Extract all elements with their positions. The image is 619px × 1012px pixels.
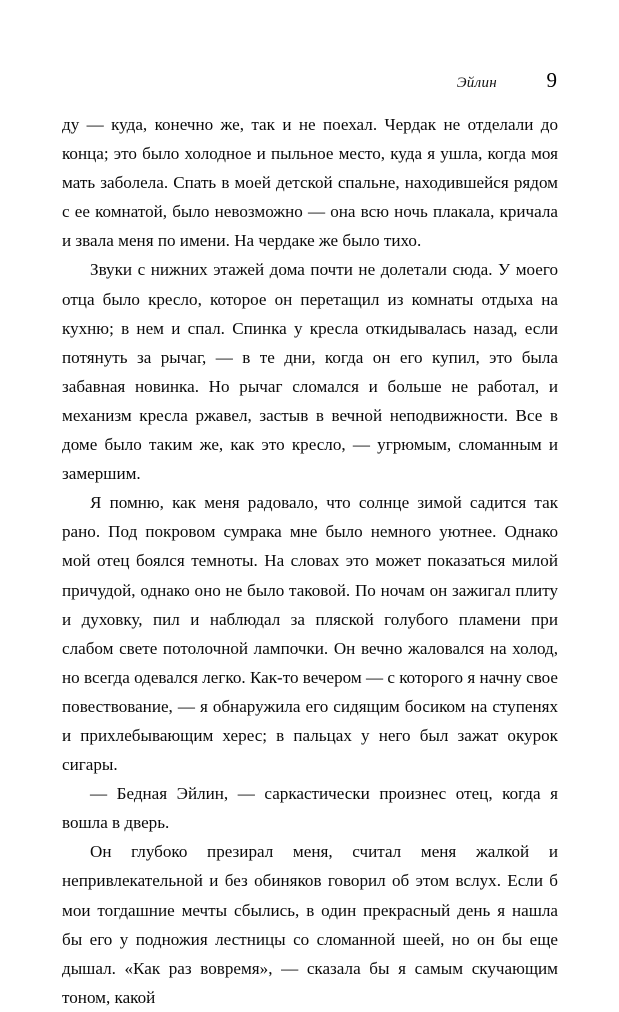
page-number: 9 — [546, 68, 557, 92]
body-text-column — [62, 110, 558, 1012]
paragraph: Звуки с нижних этажей дома почти не долетали сюда. У моего отца было кресло, которое он перетащил из комнаты отдыха на кухню; в нем и спал. Спинка у кресла откидывалась назад, если потянуть за рычаг, — в те дни, когда он его купил, это была забавная новинка. Но рычаг сломался и больше не работал, и механизм кресла ржавел, застыв в вечной неподвижности. Все в доме было таким же, как это кресло, — угрюмым, сломанным и замершим. — [62, 260, 558, 484]
paragraph: — Бедная Эйлин, — саркастически произнес отец, когда я вошла в дверь. — [62, 784, 558, 833]
paragraph: Он глубоко презирал меня, считал меня жалкой и непривлекательной и без обиняков говорил об этом вслух. Если б мои тогдашние мечты сбылись, в один прекрасный день я нашла бы его у подножия лестницы со сломанной шеей, но он бы еще дышал. «Как раз вовремя», — сказала бы я самым скучающим тоном, какой — [62, 842, 558, 1007]
running-head-book-title: Эйлин — [456, 75, 497, 91]
running-head — [62, 68, 557, 92]
paragraph: ду — куда, конечно же, так и не поехал. Чердак не отделали до конца; это было холодное и пыльное место, куда я ушла, когда моя мать заболела. Спать в моей детской спальне, находившейся рядом с ее комнатой, было невозможно — она всю ночь плакала, кричала и звала меня по имени. На чердаке же было тихо. — [62, 115, 558, 251]
paragraph: Я помню, как меня радовало, что солнце зимой садится так рано. Под покровом сумрака мне было немного уютнее. Однако мой отец боялся темноты. На словах это может показаться милой причудой, однако оно не было таковой. По ночам он зажигал плиту и духовку, пил и наблюдал за пляской голубого пламени при слабом свете потолочной лампочки. Он вечно жаловался на холод, но всегда одевался легко. Как-то вечером — с которого я начну свое повествование, — я обнаружила его сидящим босиком на ступенях и прихлебывающим херес; в пальцах у него был зажат окурок сигары. — [62, 493, 558, 775]
